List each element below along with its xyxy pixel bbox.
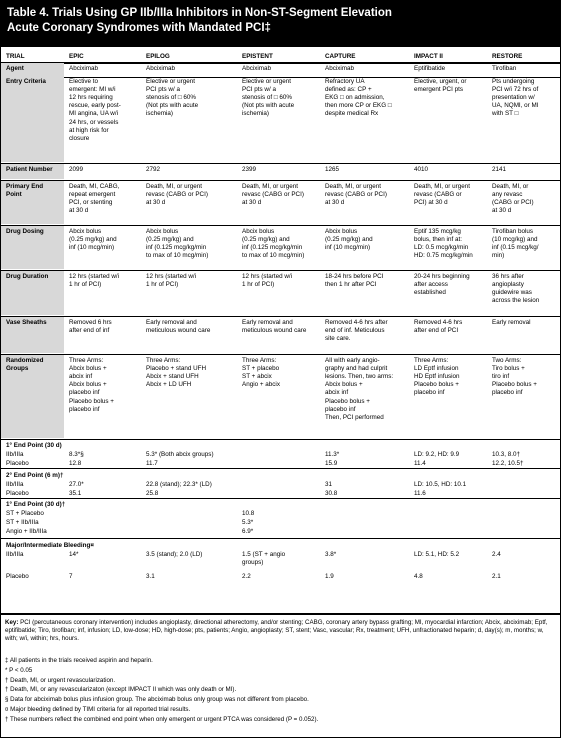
table-cell: guidewire was xyxy=(492,289,532,297)
table-cell: Death, MI, or urgent xyxy=(414,183,470,190)
table-cell: Early removal and xyxy=(146,319,197,326)
footnote: ¤ Major bleeding defined by TIMI criteria for all reported trial results. xyxy=(5,706,191,713)
column-header: RESTORE xyxy=(492,53,523,60)
table-cell: at 30 d xyxy=(69,207,89,215)
table-cell: PCI pts w/ a xyxy=(146,86,180,94)
table-cell: placebo inf xyxy=(492,389,523,397)
table-cell: inf (10 mcg/min) xyxy=(69,244,115,252)
row-divider xyxy=(1,439,560,440)
table-cell: meticulous wound care xyxy=(146,327,211,335)
outcome-value: 30.8 xyxy=(325,490,338,497)
table-cell: Elective or urgent xyxy=(242,78,292,85)
table-cell: 4010 xyxy=(414,166,429,173)
table-cell: placebo inf xyxy=(325,405,356,413)
table-cell: revasc (CABG or PCI) xyxy=(325,191,387,199)
table-cell: after access xyxy=(414,281,448,289)
table-cell: 2792 xyxy=(146,166,161,173)
table-cell: placebo inf xyxy=(69,405,100,413)
table-cell: 1265 xyxy=(325,166,340,173)
outcome-value: groups) xyxy=(242,559,264,567)
table-cell: placebo inf xyxy=(69,389,100,397)
table-cell: Removed 4-6 hrs after xyxy=(325,319,388,326)
section-heading: 2° End Point (6 m)† xyxy=(6,472,64,479)
table-cell: site care. xyxy=(325,335,351,343)
table-cell: graphy and had culprit xyxy=(325,365,388,373)
table-cell: defined as: CP + xyxy=(325,86,372,94)
table-cell: stenosis of □ 60% xyxy=(242,94,293,102)
table-cell: (CABG or PCI) xyxy=(492,199,534,207)
table-cell: Abcix bolus xyxy=(146,228,179,235)
table-cell: any revasc xyxy=(492,191,523,199)
table-cell: Abcix bolus xyxy=(69,228,102,235)
section-heading: 1° End Point (30 d) xyxy=(6,442,62,449)
footnote: † Death, MI, or any revascularizaton (except IMPACT II which was only death or MI). xyxy=(5,686,237,694)
table-cell: Three Arms: xyxy=(146,357,181,364)
table-cell: at 30 d xyxy=(492,207,512,215)
table-cell: at 30 d xyxy=(242,199,262,207)
outcome-value: 2.2 xyxy=(242,573,251,580)
table-cell: UA, NQMI, or MI xyxy=(492,102,539,110)
row-label: Vase Sheaths xyxy=(6,319,47,326)
outcome-label: IIb/IIIa xyxy=(6,451,24,458)
table-title xyxy=(1,1,560,47)
table-cell: (Not pts with acute xyxy=(242,102,295,110)
table-cell: Tirofiban xyxy=(492,65,517,72)
table-cell: Abcix + stand UFH xyxy=(146,373,199,381)
outcome-value: 11.6 xyxy=(414,490,426,497)
title-line-1: Table 4. Trials Using GP IIb/IIIa Inhibitors in Non-ST-Segment Elevation xyxy=(7,7,392,19)
table-cell: Death, MI, or xyxy=(492,183,529,190)
table-cell: ischemia) xyxy=(242,110,269,118)
table-cell: at 30 d xyxy=(146,199,166,207)
column-header: EPILOG xyxy=(146,53,170,60)
outcome-value: 12.2, 10.5† xyxy=(492,460,524,467)
outcome-value: 5.3* xyxy=(242,519,254,526)
table-cell: (10 mcg/kg) and xyxy=(492,236,538,244)
table-cell: (Not pts with acute xyxy=(146,102,199,110)
table-cell: emergent: MI w/i xyxy=(69,86,116,94)
table-cell: Eptif 135 mcg/kg xyxy=(414,228,461,235)
outcome-value: 35.1 xyxy=(69,490,82,497)
row-label: Agent xyxy=(6,65,24,72)
outcome-value: 7 xyxy=(69,573,73,580)
table-cell: Abcix bolus xyxy=(242,228,275,235)
footnote: * P < 0.05 xyxy=(5,666,33,674)
outcome-value: 3.1 xyxy=(146,573,155,580)
outcome-value: 3.5 (stand); 2.0 (LD) xyxy=(146,551,203,558)
outcome-label: Placebo xyxy=(6,460,29,467)
table-cell: 12 hrs (started w/i xyxy=(146,273,197,280)
table-cell: Abciximab xyxy=(242,65,272,72)
label-column-shade xyxy=(1,76,64,162)
outcome-label: Placebo xyxy=(6,573,29,580)
column-header: IMPACT II xyxy=(414,53,443,60)
table-cell: EKG □ on admission, xyxy=(325,94,385,102)
outcome-value: 4.8 xyxy=(414,573,423,580)
table-cell: Then, PCI performed xyxy=(325,413,384,421)
table-cell: 2141 xyxy=(492,166,507,173)
row-divider xyxy=(1,498,560,499)
table-cell: 1 hr of PCI) xyxy=(146,281,179,289)
footnote: † Death, MI, or urgent revascularization. xyxy=(5,676,116,684)
table-cell: 12 hrs (started w/i xyxy=(69,273,120,280)
table-cell: end of inf. Meticulous xyxy=(325,327,385,335)
table-cell: Abcix bolus + xyxy=(69,365,107,373)
outcome-value: 15.9 xyxy=(325,460,338,467)
row-divider xyxy=(1,613,560,615)
table-cell: revasc (CABG or PCI) xyxy=(242,191,304,199)
table-cell: Tiro bolus + xyxy=(492,365,525,373)
table-cell: Three Arms: xyxy=(242,357,277,364)
table-cell: inf (0.15 mcg/kg/ xyxy=(492,244,539,252)
table-cell: Eptifibatide xyxy=(414,65,446,72)
key-definitions: PCI (percutaneous coronary intervention) includes angioplasty, directional atherectomy, and/or stenting; CABG, coronary artery bypass grafting; MI, myocardial infarction; Abcix, abciximab; Eptf, eptifibatide; Tiro, tirofiban; inf, infusion; LD, low-dose; HD, high-dose; pts, patients; Angio, angioplasty; ST, stent; Vasc, vascular; Rx, treatment; UFH, unfractionated heparin; d, day(s); m, months; w, with; w/i, within; hrs, hours. xyxy=(5,619,548,642)
title-line-2: Acute Coronary Syndromes with Mandated PCI‡ xyxy=(7,22,271,34)
table-cell: 20-24 hrs beginning xyxy=(414,273,470,280)
row-divider xyxy=(1,538,560,539)
outcome-label: IIb/IIIa xyxy=(6,551,24,558)
table-cell: Early removal and xyxy=(242,319,293,326)
table-cell: placebo inf xyxy=(414,389,445,397)
outcome-label: ST + IIb/IIIa xyxy=(6,519,39,526)
table-cell: PCI) at 30 d xyxy=(414,199,448,207)
outcome-label: ST + Placebo xyxy=(6,510,44,517)
table-cell: Death, MI, or urgent xyxy=(325,183,381,190)
outcome-value: 5.3* (Both abcix groups) xyxy=(146,451,214,458)
table-cell: after end of PCI xyxy=(414,327,459,335)
table-cell: 24 hrs, or vessels xyxy=(69,118,119,126)
outcome-value: LD: 10.5, HD: 10.1 xyxy=(414,481,467,488)
table-cell: with ST □ xyxy=(492,110,519,118)
table-cell: ischemia) xyxy=(146,110,173,118)
footnote: ‡ All patients in the trials received aspirin and heparin. xyxy=(5,657,153,664)
table-cell: abcix inf xyxy=(325,389,349,397)
outcome-label: Angio + IIb/IIIa xyxy=(6,528,47,535)
table-cell: 36 hrs after xyxy=(492,273,524,280)
key-text xyxy=(5,619,557,643)
table-cell: across the lesion xyxy=(492,297,540,305)
row-divider xyxy=(1,163,560,164)
table-cell: then more CP or EKG □ xyxy=(325,102,392,110)
row-divider xyxy=(1,316,560,317)
outcome-label: Placebo xyxy=(6,490,29,497)
table-cell: Abcix bolus xyxy=(325,228,358,235)
outcome-value: 22.8 (stand); 22.3* (LD) xyxy=(146,481,212,488)
table-cell: 2099 xyxy=(69,166,84,173)
outcome-value: 11.4 xyxy=(414,460,426,467)
section-heading: 1° End Point (30 d)† xyxy=(6,501,66,508)
table-cell: angioplasty xyxy=(492,281,524,289)
table-cell: closure xyxy=(69,134,90,142)
table-cell: Elective or urgent xyxy=(146,78,196,85)
table-cell: LD: 0.5 mcg/kg/min xyxy=(414,244,469,252)
table-cell: (0.25 mg/kg) and xyxy=(242,236,290,244)
table-cell: Refractory UA xyxy=(325,78,365,85)
table-cell: 1 hr of PCI) xyxy=(69,281,102,289)
table-cell: then 1 hr after PCI xyxy=(325,281,377,289)
row-label: Patient Number xyxy=(6,166,53,173)
row-label: Point xyxy=(6,191,22,199)
row-label: Drug Dosing xyxy=(6,228,44,235)
table-cell: 2399 xyxy=(242,166,257,173)
table-cell: 12 hrs (started w/i xyxy=(242,273,293,280)
outcome-value: 25.8 xyxy=(146,490,159,497)
table-cell: Elective to xyxy=(69,78,99,85)
outcome-value: LD: 9.2, HD: 9.9 xyxy=(414,451,460,458)
row-label: Entry Criteria xyxy=(6,78,46,85)
table-cell: Removed 6 hrs xyxy=(69,319,112,326)
section-heading: Major/Intermediate Bleeding¤ xyxy=(6,542,94,549)
table-cell: to max of 10 mcg/min) xyxy=(146,252,209,260)
table-cell: 1 hr of PCI) xyxy=(242,281,275,289)
row-divider xyxy=(1,270,560,271)
table-cell: (0.25 mg/kg) and xyxy=(146,236,194,244)
outcome-value: 27.0* xyxy=(69,481,84,488)
footnote: † These numbers reflect the combined end point when only emergent or urgent PTCA was considered (P = 0.052). xyxy=(5,715,319,723)
table-cell: 12 hrs requiring xyxy=(69,94,113,102)
table-cell: at high risk for xyxy=(69,126,109,134)
outcome-value: 1.5 (ST + angio xyxy=(242,551,286,558)
column-header: EPIC xyxy=(69,53,84,60)
row-divider xyxy=(1,62,560,64)
outcome-value: LD: 5.1, HD: 5.2 xyxy=(414,551,460,558)
row-label: Groups xyxy=(6,365,29,373)
table-cell: Elective, urgent, or xyxy=(414,78,467,85)
outcome-value: 1.9 xyxy=(325,573,334,580)
row-divider xyxy=(1,225,560,226)
table-cell: after end of inf xyxy=(69,327,110,335)
outcome-value: 6.9* xyxy=(242,528,254,535)
outcome-value: 10.3, 8.0† xyxy=(492,451,521,458)
row-divider xyxy=(1,354,560,355)
table-cell: inf (10 mcg/min) xyxy=(325,244,371,252)
table-cell: Abcix + LD UFH xyxy=(146,381,192,389)
table-cell: rescue, early post- xyxy=(69,102,121,110)
table-cell: HD: 0.75 mcg/kg/min xyxy=(414,252,473,260)
table-cell: Two Arms: xyxy=(492,357,522,364)
outcome-value: 2.1 xyxy=(492,573,501,580)
outcome-value: 2.4 xyxy=(492,551,501,558)
table-cell: repeat emergent xyxy=(69,191,116,199)
table-cell: meticulous wound care xyxy=(242,327,307,335)
table-cell: Placebo bolus + xyxy=(325,397,370,405)
table-cell: inf (0.125 mcg/kg/min xyxy=(146,244,207,252)
table-cell: emergent PCI pts xyxy=(414,86,463,94)
outcome-value: 31 xyxy=(325,481,333,488)
table-cell: revasc (CABG or xyxy=(414,191,462,199)
table-cell: (0.25 mg/kg) and xyxy=(69,236,117,244)
table-cell: abcix inf xyxy=(69,373,93,381)
table-cell: LD Eptf infusion xyxy=(414,365,459,373)
column-header: TRIAL xyxy=(6,53,25,60)
outcome-label: IIb/IIIa xyxy=(6,481,24,488)
table-cell: Tirofiban bolus xyxy=(492,228,534,235)
outcome-value: 11.7 xyxy=(146,460,158,467)
table-cell: to max of 10 mcg/min) xyxy=(242,252,305,260)
table-cell: Placebo bolus + xyxy=(414,381,459,389)
table-cell: Placebo bolus + xyxy=(492,381,537,389)
table-cell: Abcix bolus + xyxy=(325,381,363,389)
table-cell: MI angina, UA w/i xyxy=(69,110,118,118)
table-cell: Death, MI, CABG, xyxy=(69,183,120,190)
table-cell: Abcix bolus + xyxy=(69,381,107,389)
table-cell: ST + placebo xyxy=(242,365,280,373)
table-cell: Three Arms: xyxy=(414,357,449,364)
outcome-value: 10.8 xyxy=(242,510,255,517)
table-cell: min) xyxy=(492,252,505,260)
table-cell: All with early angio- xyxy=(325,357,380,364)
table-cell: Early removal xyxy=(492,319,531,326)
table-cell: revasc (CABG or PCI) xyxy=(146,191,208,199)
row-divider xyxy=(1,468,560,469)
table-cell: despite medical Rx xyxy=(325,110,379,118)
outcome-value: 8.3*§ xyxy=(69,451,84,458)
table-cell: Placebo + stand UFH xyxy=(146,365,207,373)
table-cell: Pts undergoing xyxy=(492,78,535,85)
table-cell: at 30 d xyxy=(325,199,345,207)
table-cell: inf (0.125 mcg/kg/min xyxy=(242,244,303,252)
row-divider xyxy=(1,180,560,181)
outcome-value: 14* xyxy=(69,551,79,558)
table-cell: HD Eptf infusion xyxy=(414,373,460,381)
table-cell: Placebo bolus + xyxy=(69,397,114,405)
table-cell: Abciximab xyxy=(69,65,99,72)
table-cell: stenosis of □ 60% xyxy=(146,94,197,102)
table-cell: Removed 4-6 hrs xyxy=(414,319,463,326)
outcome-value: 3.8* xyxy=(325,551,337,558)
table-cell: PCI w/i 72 hrs of xyxy=(492,86,539,94)
table-cell: Three Arms: xyxy=(69,357,104,364)
table-cell: PCI pts w/ a xyxy=(242,86,276,94)
table-cell: ST + abcix xyxy=(242,373,272,381)
table-cell: Angio + abcix xyxy=(242,381,280,389)
column-header: EPISTENT xyxy=(242,53,273,60)
table-cell: PCI, or stenting xyxy=(69,199,113,207)
key-label: Key: xyxy=(5,619,19,626)
outcome-value: 11.3* xyxy=(325,451,340,458)
row-label: Randomized xyxy=(6,357,44,364)
table-cell: presentation w/ xyxy=(492,94,535,102)
footnote: § Data for abciximab bolus plus infusion group. The abciximab bolus only group was not different from placebo. xyxy=(5,696,309,704)
row-label: Primary End xyxy=(6,183,44,190)
table-cell: Abciximab xyxy=(146,65,176,72)
table-cell: tiro inf xyxy=(492,373,510,381)
table-cell: lesions. Then, two arms: xyxy=(325,373,394,381)
table-cell: 18-24 hrs before PCI xyxy=(325,273,384,280)
table-cell: (0.25 mg/kg) and xyxy=(325,236,373,244)
table-cell: Death, MI, or urgent xyxy=(146,183,202,190)
table-cell: Death, MI, or urgent xyxy=(242,183,298,190)
table-cell: Abciximab xyxy=(325,65,355,72)
table-cell: established xyxy=(414,289,446,297)
table-cell: bolus, then inf at: xyxy=(414,236,462,244)
outcome-value: 12.8 xyxy=(69,460,82,467)
row-label: Drug Duration xyxy=(6,273,49,280)
column-header: CAPTURE xyxy=(325,53,356,60)
